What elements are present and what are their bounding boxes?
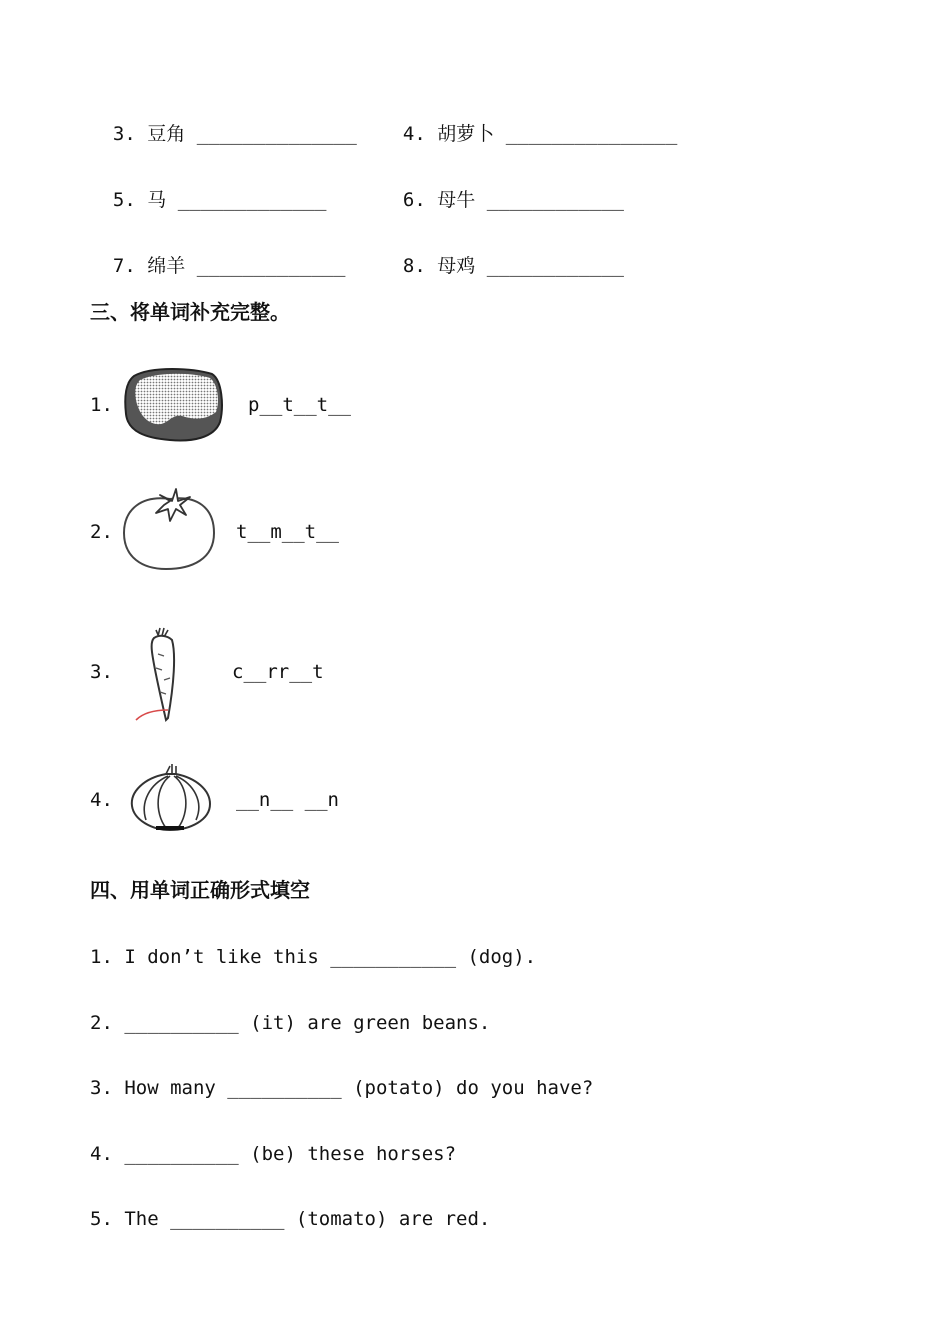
word-pattern[interactable]: __n__ __n [236,789,339,811]
vocab-item-4 [380,106,677,144]
vocab-item-5 [90,172,326,210]
vocab-word: 母鸡 [437,255,476,277]
fill-sentence-4[interactable]: 4. __________ (be) these horses? [90,1143,457,1165]
word-pattern[interactable]: p__t__t__ [248,394,351,416]
item-number: 5. [112,189,136,211]
vocab-word: 母牛 [437,189,476,211]
vocab-item-3 [90,106,357,144]
carrot-icon [134,624,186,724]
item-number: 4. [402,123,426,145]
item-number: 4. [90,789,113,811]
item-number: 7. [112,255,136,277]
onion-icon [126,762,216,834]
vocab-word: 胡萝卜 [437,123,495,145]
word-pattern[interactable]: c__rr__t [232,661,324,683]
fill-sentence-3[interactable]: 3. How many __________ (potato) do you have? [90,1077,594,1099]
vocab-item-7 [90,238,345,276]
fill-sentence-1[interactable]: 1. I don’t like this ___________ (dog). [90,946,537,968]
vocab-word: 马 [147,189,167,211]
item-number: 8. [402,255,426,277]
answer-blank[interactable]: _____________ [177,189,327,211]
answer-blank[interactable]: ____________ [486,255,624,277]
answer-blank[interactable]: ____________ [486,189,624,211]
item-number: 6. [402,189,426,211]
vocab-item-8 [380,238,624,276]
tomato-icon [120,487,220,573]
item-number: 1. [90,394,113,416]
section-3-heading: 三、将单词补充完整。 [90,300,290,324]
potato-icon [122,366,226,444]
vocab-word: 豆角 [147,123,186,145]
item-number: 3. [112,123,136,145]
answer-blank[interactable]: _______________ [505,123,678,145]
answer-blank[interactable]: ______________ [196,123,357,145]
fill-sentence-5[interactable]: 5. The __________ (tomato) are red. [90,1208,491,1230]
vocab-item-6 [380,172,624,210]
item-number: 2. [90,521,113,543]
answer-blank[interactable]: _____________ [196,255,346,277]
vocab-word: 绵羊 [147,255,186,277]
word-pattern[interactable]: t__m__t__ [236,521,339,543]
section-4-heading: 四、用单词正确形式填空 [90,878,310,902]
item-number: 3. [90,661,113,683]
fill-sentence-2[interactable]: 2. __________ (it) are green beans. [90,1012,491,1034]
